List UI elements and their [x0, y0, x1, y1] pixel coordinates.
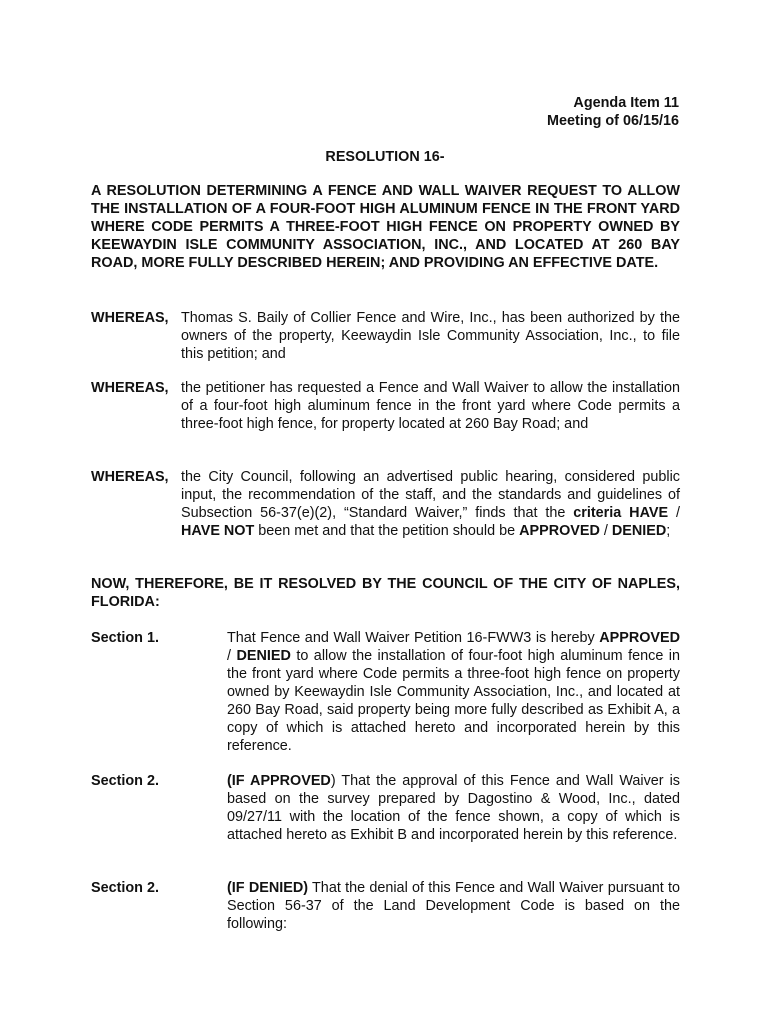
whereas-clause-1 — [91, 309, 680, 363]
whereas-text-part: / — [599, 523, 612, 539]
section-bold-part: DENIED — [236, 648, 291, 664]
whereas-text-part: the City Council, following an advertised public hearing, considered public input, the recommendation of the staff, and the standards and guidelines of Subsection 56-37(e)(2), “Standard Waiver,” finds that the — [181, 469, 680, 521]
section-bold-part: (IF DENIED) — [227, 880, 309, 896]
whereas-text-part: / — [668, 505, 680, 521]
section-text-part: That Fence and Wall Waiver Petition 16-FWW3 is hereby — [227, 630, 600, 646]
section-label: Section 1. — [91, 630, 159, 646]
whereas-text-part: ; — [666, 523, 671, 539]
section-text — [227, 879, 680, 933]
section-text — [227, 772, 680, 844]
section-1 — [91, 629, 680, 755]
section-bold-part: APPROVED — [599, 630, 680, 646]
section-text — [227, 629, 680, 755]
section-text-part: / — [227, 648, 237, 664]
whereas-bold-part: DENIED — [611, 523, 667, 539]
section-text-part: to allow the installation of four-foot high aluminum fence in the front yard where Code permits a three-foot high fence on property owned by Keewaydin Isle Community Association, Inc., and located at 260 Bay Road, said property being more fully described as Exhibit A, a copy of which is attached hereto and incorporated herein by this reference. — [227, 648, 680, 754]
meeting-date-label: Meeting of 06/15/16 — [547, 113, 679, 129]
whereas-label: WHEREAS, — [91, 469, 169, 485]
section-label: Section 2. — [91, 773, 159, 789]
whereas-label: WHEREAS, — [91, 310, 169, 326]
whereas-text — [181, 468, 680, 540]
whereas-label: WHEREAS, — [91, 380, 169, 396]
section-2-approved — [91, 772, 680, 844]
agenda-header — [547, 94, 679, 130]
resolution-title: RESOLUTION 16- — [325, 149, 445, 165]
whereas-clause-3 — [91, 468, 680, 540]
whereas-bold-part: APPROVED — [519, 523, 600, 539]
agenda-item-label: Agenda Item 11 — [573, 95, 679, 111]
whereas-text: the petitioner has requested a Fence and Wall Waiver to allow the installation of a four-foot high aluminum fence in the front yard where Code permits a three-foot high fence, for property located at 260 Bay Road; and — [181, 380, 680, 432]
resolved-statement: NOW, THEREFORE, BE IT RESOLVED BY THE COUNCIL OF THE CITY OF NAPLES, FLORIDA: — [91, 576, 680, 610]
whereas-text: Thomas S. Baily of Collier Fence and Wire, Inc., has been authorized by the owners of the property, Keewaydin Isle Community Association, Inc., to file this petition; and — [181, 310, 680, 362]
whereas-clause-2 — [91, 379, 680, 433]
section-text-part: That the denial of this Fence and Wall Waiver pursuant to Section 56-37 of the Land Development Code is based on the following: — [227, 880, 680, 932]
section-2-denied — [91, 879, 680, 933]
section-label: Section 2. — [91, 880, 159, 896]
resolution-heading: A RESOLUTION DETERMINING A FENCE AND WALL WAIVER REQUEST TO ALLOW THE INSTALLATION OF A FOUR-FOOT HIGH ALUMINUM FENCE IN THE FRONT YARD WHERE CODE PERMITS A THREE-FOOT HIGH FENCE ON PROPERTY OWNED BY KEEWAYDIN ISLE COMMUNITY ASSOCIATION, INC., AND LOCATED AT 260 BAY ROAD, MORE FULLY DESCRIBED HEREIN; AND PROVIDING AN EFFECTIVE DATE. — [91, 183, 680, 271]
section-bold-part: (IF APPROVED — [227, 773, 331, 789]
section-text-part: ) That the approval of this Fence and Wall Waiver is based on the survey prepared by Dagostino & Wood, Inc., dated 09/27/11 with the location of the fence shown, a copy of which is attached hereto as Exhibit B and incorporated herein by this reference. — [227, 773, 680, 843]
whereas-bold-part: criteria HAVE — [573, 505, 669, 521]
whereas-bold-part: HAVE NOT — [181, 523, 255, 539]
whereas-text-part: been met and that the petition should be — [254, 523, 520, 539]
